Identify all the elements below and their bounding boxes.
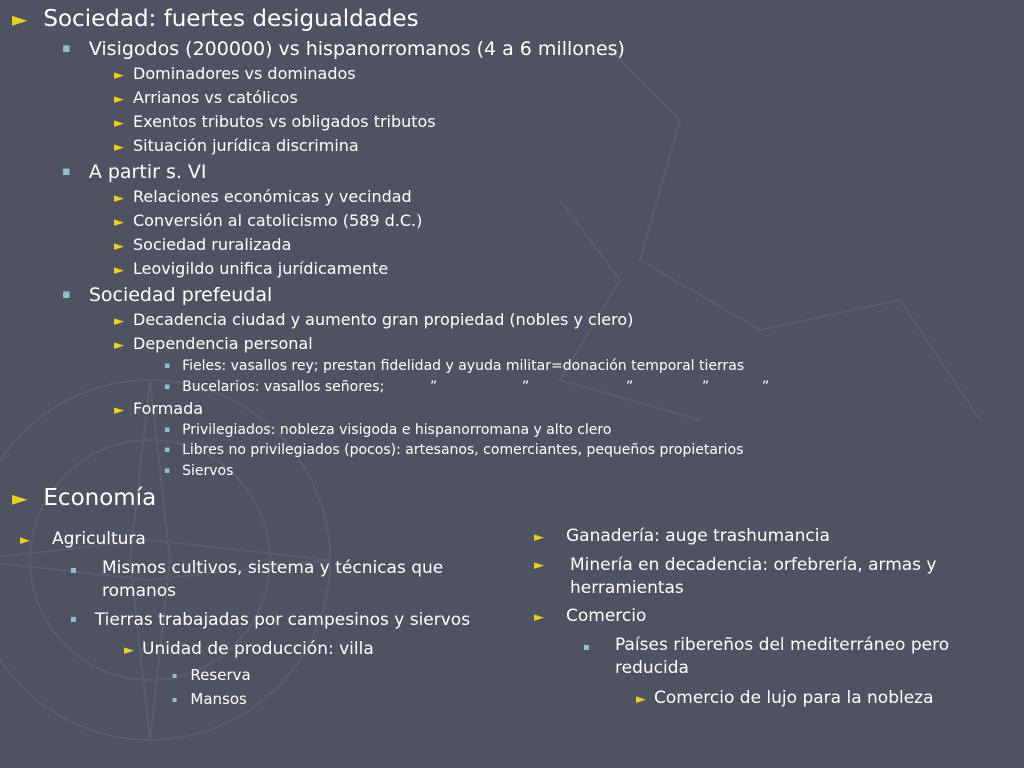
- sociedad-title: Sociedad: fuertes desigualdades: [43, 6, 419, 32]
- prefeudal-item: [62, 284, 272, 306]
- triangle-bullet-icon: ►: [114, 314, 124, 329]
- list-item: [172, 666, 251, 684]
- list-item-text: Leovigildo unifica jurídicamente: [133, 259, 389, 278]
- triangle-bullet-icon: ►: [114, 191, 124, 206]
- square-bullet-icon: ▪: [164, 361, 171, 371]
- list-item: [114, 235, 291, 254]
- triangle-bullet-icon: ►: [114, 215, 124, 230]
- list-item: [114, 399, 203, 418]
- triangle-bullet-icon: ►: [114, 116, 124, 131]
- list-item: [114, 187, 412, 206]
- triangle-bullet-icon: ►: [124, 643, 134, 658]
- prefeudal-label: Sociedad prefeudal: [88, 284, 273, 306]
- list-item-text: Conversión al catolicismo (589 d.C.): [133, 211, 423, 230]
- sociedad-heading: [12, 6, 419, 32]
- ditto-mark: [702, 379, 709, 395]
- triangle-bullet-icon: ►: [12, 486, 28, 510]
- list-item: [172, 690, 247, 708]
- agricultura-label: Agricultura: [52, 529, 146, 549]
- list-item: [114, 310, 633, 329]
- list-item: [114, 64, 356, 83]
- square-bullet-icon: ▪: [172, 695, 178, 704]
- apartir-label: A partir s. VI: [88, 161, 207, 183]
- list-item-text: Relaciones económicas y vecindad: [133, 187, 412, 206]
- list-item-text: Unidad de producción: villa: [142, 639, 374, 659]
- list-item-text: Arrianos vs católicos: [133, 88, 298, 107]
- list-item: [124, 639, 374, 659]
- ganaderia-item: [534, 526, 830, 546]
- triangle-bullet-icon: ►: [534, 530, 544, 545]
- ditto-mark: [626, 379, 633, 395]
- square-bullet-icon: ▪: [164, 425, 171, 435]
- square-bullet-icon: ▪: [62, 287, 71, 302]
- list-item: [114, 88, 298, 107]
- list-item: [164, 379, 384, 395]
- mineria-item: [534, 554, 970, 600]
- square-bullet-icon: ▪: [62, 41, 71, 56]
- square-bullet-icon: ▪: [172, 671, 178, 680]
- list-item: [636, 688, 934, 708]
- list-item: [114, 334, 313, 353]
- triangle-bullet-icon: ►: [12, 7, 28, 31]
- ditto-text: ”: [430, 379, 438, 395]
- triangle-bullet-icon: ►: [114, 239, 124, 254]
- ditto-mark: [430, 379, 437, 395]
- square-bullet-icon: ▪: [70, 614, 77, 625]
- comercio-item: [534, 606, 646, 626]
- ditto-mark: [762, 379, 769, 395]
- list-item-text: Privilegiados: nobleza visigoda e hispanorromana y alto clero: [182, 422, 612, 438]
- triangle-bullet-icon: ►: [534, 610, 544, 625]
- list-item: [114, 259, 388, 278]
- triangle-bullet-icon: ►: [114, 92, 124, 107]
- list-item-text: Comercio de lujo para la nobleza: [654, 688, 934, 708]
- apartir-item: [62, 161, 207, 183]
- triangle-bullet-icon: ►: [114, 403, 124, 418]
- ditto-text: ”: [762, 379, 770, 395]
- list-item: [164, 358, 744, 374]
- square-bullet-icon: ▪: [70, 565, 77, 576]
- list-item-text: Mismos cultivos, sistema y técnicas que romanos: [102, 558, 444, 601]
- triangle-bullet-icon: ►: [114, 338, 124, 353]
- triangle-bullet-icon: ►: [114, 140, 124, 155]
- list-item-text: Situación jurídica discrimina: [133, 136, 359, 155]
- triangle-bullet-icon: ►: [20, 533, 30, 548]
- visigodos-item: [62, 38, 625, 60]
- triangle-bullet-icon: ►: [114, 263, 124, 278]
- list-item-text: Siervos: [182, 463, 234, 479]
- ditto-text: ”: [626, 379, 634, 395]
- economia-heading: [12, 485, 156, 511]
- square-bullet-icon: ▪: [62, 164, 71, 179]
- list-item-text: Exentos tributos vs obligados tributos: [133, 112, 436, 131]
- ditto-mark: [522, 379, 529, 395]
- ditto-text: ”: [522, 379, 530, 395]
- list-item-text: Reserva: [190, 666, 251, 684]
- list-item: [164, 442, 743, 458]
- economia-title: Economía: [43, 485, 157, 511]
- square-bullet-icon: ▪: [164, 445, 171, 455]
- list-item: [114, 211, 422, 230]
- list-item: [114, 136, 359, 155]
- triangle-bullet-icon: ►: [636, 692, 646, 707]
- list-item-text: Minería en decadencia: orfebrería, armas y herramientas: [570, 555, 937, 598]
- list-item: [164, 422, 611, 438]
- list-item: [70, 610, 470, 630]
- list-item-text: Dependencia personal: [133, 334, 313, 353]
- list-item: [583, 634, 975, 680]
- triangle-bullet-icon: ►: [114, 68, 124, 83]
- ditto-text: ”: [702, 379, 710, 395]
- list-item-text: Bucelarios: vasallos señores;: [182, 379, 385, 395]
- square-bullet-icon: ▪: [164, 466, 171, 476]
- list-item-text: Fieles: vasallos rey; prestan fidelidad y ayuda militar=donación temporal tierras: [182, 358, 745, 374]
- triangle-bullet-icon: ►: [534, 558, 544, 573]
- list-item-text: Países ribereños del mediterráneo pero reducida: [615, 635, 950, 678]
- square-bullet-icon: ▪: [583, 642, 590, 653]
- list-item-text: Formada: [133, 399, 204, 418]
- list-item-text: Dominadores vs dominados: [133, 64, 356, 83]
- list-item-text: Mansos: [190, 690, 247, 708]
- list-item-text: Tierras trabajadas por campesinos y siervos: [94, 610, 471, 630]
- list-item: [164, 463, 233, 479]
- list-item-text: Libres no privilegiados (pocos): artesanos, comerciantes, pequeños propietarios: [182, 442, 744, 458]
- list-item-text: Comercio: [566, 606, 647, 626]
- visigodos-label: Visigodos (200000) vs hispanorromanos (4 a 6 millones): [88, 38, 625, 60]
- agricultura-item: [20, 529, 146, 549]
- list-item: [114, 112, 436, 131]
- list-item-text: Sociedad ruralizada: [133, 235, 292, 254]
- square-bullet-icon: ▪: [164, 382, 171, 392]
- list-item: [70, 557, 482, 603]
- list-item-text: Decadencia ciudad y aumento gran propiedad (nobles y clero): [133, 310, 634, 329]
- list-item-text: Ganadería: auge trashumancia: [566, 526, 830, 546]
